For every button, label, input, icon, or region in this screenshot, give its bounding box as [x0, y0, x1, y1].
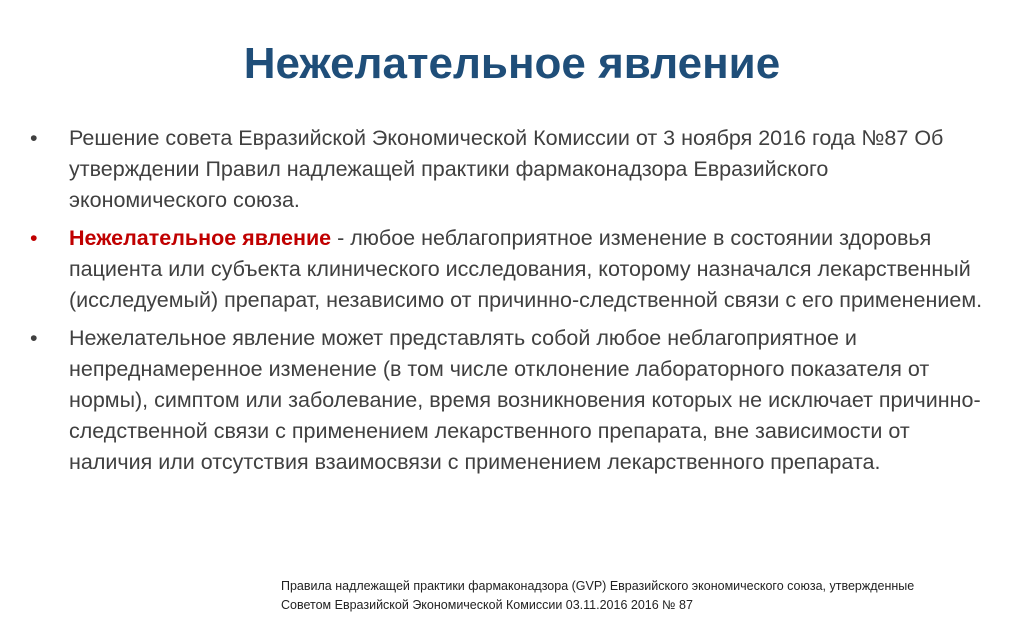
bullet-text: Нежелательное явление может представлять собой любое неблагоприятное и непреднамеренное изменение (в том числе отклонение лабораторного показателя от нормы), симптом или заболевание, время возникновения которых не исключает причинно-следственной связи с применением лекарственного препарата, вне зависимости от наличия или отсутствия взаимосвязи с применением лекарственного препарата. [69, 326, 981, 474]
bullet-item-description [30, 323, 990, 478]
footnote-line-2: Советом Евразийской Экономической Комиссии 03.11.2016 2016 № 87 [281, 598, 693, 612]
bullet-text: Решение совета Евразийской Экономической Комиссии от 3 ноября 2016 года №87 Об утверждении Правил надлежащей практики фармаконадзора Евразийского экономического союза. [69, 126, 944, 212]
bullet-marker: • [30, 326, 38, 350]
bullet-marker: • [30, 226, 38, 250]
footnote-line-1: Правила надлежащей практики фармаконадзора (GVP) Евразийского экономического союза, утвержденные [281, 579, 915, 593]
bullet-item-decision [30, 123, 990, 216]
bullet-marker: • [30, 126, 38, 150]
source-footnote [281, 577, 981, 615]
bullet-item-definition [30, 223, 990, 316]
definition-term: Нежелательное явление [69, 226, 332, 250]
bullet-list [30, 123, 990, 484]
slide-title: Нежелательное явление [243, 39, 781, 88]
bullet-text: - любое неблагоприятное изменение в состоянии здоровья пациента или субъекта клинического исследования, которому назначался лекарственный (исследуемый) препарат, независимо от причинно-следственной связи с его применением. [69, 226, 983, 312]
